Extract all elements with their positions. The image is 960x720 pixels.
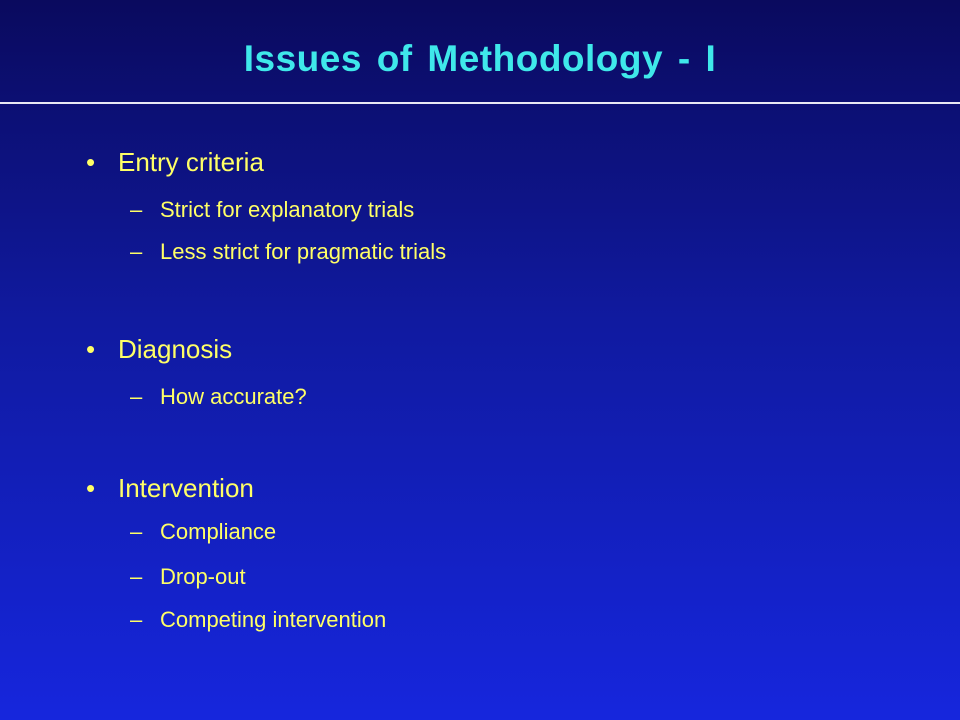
bullet-glyph: • bbox=[86, 334, 96, 364]
bullet-glyph: • bbox=[86, 473, 96, 503]
sub-bullet-label: Strict for explanatory trials bbox=[160, 197, 415, 222]
bullet-label: Entry criteria bbox=[118, 147, 264, 177]
sub-bullet-strict-explanatory bbox=[130, 196, 414, 224]
bullet-glyph: • bbox=[86, 147, 96, 177]
dash-glyph: – bbox=[130, 564, 143, 589]
slide-title: Issues of Methodology - I bbox=[243, 38, 717, 79]
sub-bullet-competing-intervention bbox=[130, 606, 386, 634]
dash-glyph: – bbox=[130, 239, 143, 264]
sub-bullet-how-accurate bbox=[130, 383, 307, 411]
bullet-label: Intervention bbox=[118, 473, 254, 503]
dash-glyph: – bbox=[130, 519, 143, 544]
sub-bullet-drop-out bbox=[130, 563, 246, 591]
dash-glyph: – bbox=[130, 384, 143, 409]
sub-bullet-label: Drop-out bbox=[160, 564, 246, 589]
sub-bullet-less-strict-pragmatic bbox=[130, 238, 446, 266]
bullet-diagnosis bbox=[86, 333, 232, 365]
dash-glyph: – bbox=[130, 197, 143, 222]
bullet-intervention bbox=[86, 472, 254, 504]
bullet-entry-criteria bbox=[86, 146, 264, 178]
sub-bullet-label: Less strict for pragmatic trials bbox=[160, 239, 447, 264]
sub-bullet-label: Compliance bbox=[160, 519, 277, 544]
dash-glyph: – bbox=[130, 607, 143, 632]
bullet-label: Diagnosis bbox=[118, 334, 233, 364]
sub-bullet-label: How accurate? bbox=[160, 384, 307, 409]
sub-bullet-label: Competing intervention bbox=[160, 607, 387, 632]
sub-bullet-compliance bbox=[130, 518, 276, 546]
